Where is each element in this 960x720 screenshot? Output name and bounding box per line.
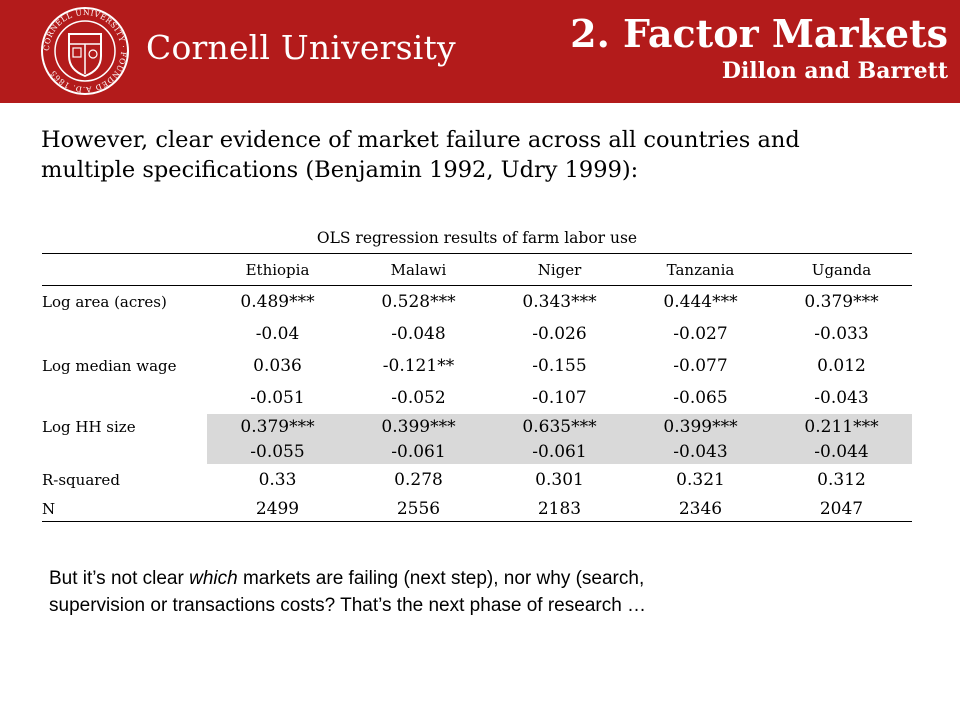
table-row-highlighted: [42, 439, 912, 464]
table-cell: -0.055: [207, 439, 348, 464]
row-label: N: [42, 496, 207, 522]
table-cell: 0.312: [817, 470, 866, 490]
closing-text: But it’s not clear: [49, 568, 190, 589]
table-cell: 0.33: [258, 470, 297, 490]
closing-paragraph: [49, 565, 919, 619]
slide-subtitle: Dillon and Barrett: [721, 58, 948, 84]
table-row: [42, 382, 912, 414]
row-label: [42, 318, 207, 350]
intro-line: multiple specifications (Benjamin 1992, Udry 1999):: [41, 157, 639, 183]
table-row: [42, 496, 912, 522]
row-label: [42, 382, 207, 414]
table-row: [42, 464, 912, 496]
table-row: [42, 350, 912, 382]
table-cell: -0.04: [255, 324, 300, 344]
column-header: Uganda: [771, 254, 912, 286]
table-cell: 0.211***: [771, 414, 912, 439]
row-label: [42, 439, 207, 464]
cornell-seal-logo: [40, 6, 130, 96]
table-cell: 0.343***: [522, 292, 597, 312]
seal-text: CORNELL UNIVERSITY · FOUNDED A.D. 1865: [41, 7, 129, 95]
column-header: Ethiopia: [207, 254, 348, 286]
column-header: Malawi: [348, 254, 489, 286]
table-cell: 0.301: [535, 470, 584, 490]
header-banner: [0, 0, 960, 103]
table-cell: -0.061: [489, 439, 630, 464]
table-cell: -0.026: [532, 324, 587, 344]
table-cell: 2047: [771, 496, 912, 522]
table-cell: 0.444***: [663, 292, 738, 312]
regression-table: [42, 253, 912, 522]
column-header: Niger: [489, 254, 630, 286]
column-header: Tanzania: [630, 254, 771, 286]
table-row: [42, 286, 912, 319]
table-cell: -0.065: [673, 388, 728, 408]
table-cell: 2556: [348, 496, 489, 522]
table-cell: 0.379***: [207, 414, 348, 439]
closing-text: markets are failing (next step), nor why (search,: [237, 568, 645, 589]
table-cell: -0.052: [391, 388, 446, 408]
table-row: [42, 318, 912, 350]
table-cell: -0.051: [250, 388, 305, 408]
table-cell: -0.107: [532, 388, 587, 408]
table-cell: -0.061: [348, 439, 489, 464]
table-cell: 0.278: [394, 470, 443, 490]
closing-line: [49, 565, 919, 592]
header-cell-blank: [42, 254, 207, 286]
table-cell: 0.528***: [381, 292, 456, 312]
table-cell: 2346: [630, 496, 771, 522]
row-label: Log HH size: [42, 417, 136, 436]
table-caption: OLS regression results of farm labor use: [316, 229, 638, 247]
closing-emphasis: which: [189, 568, 238, 589]
table-cell: 0.321: [676, 470, 725, 490]
table-cell: 0.489***: [240, 292, 315, 312]
table-cell: -0.027: [673, 324, 728, 344]
table-cell: 0.635***: [489, 414, 630, 439]
table-row-highlighted: [42, 414, 912, 439]
table-cell: 2499: [207, 496, 348, 522]
table-cell: -0.044: [771, 439, 912, 464]
university-name: Cornell University: [146, 28, 456, 67]
table-cell: -0.048: [391, 324, 446, 344]
table-cell: -0.043: [814, 388, 869, 408]
table-header-row: [42, 254, 912, 286]
table-cell: 0.399***: [630, 414, 771, 439]
row-label: Log area (acres): [42, 293, 167, 311]
slide-title: 2. Factor Markets: [570, 11, 948, 56]
table-cell: -0.155: [532, 356, 587, 376]
table-cell: -0.077: [673, 356, 728, 376]
intro-paragraph: [41, 125, 921, 185]
table-cell: -0.043: [630, 439, 771, 464]
intro-line: However, clear evidence of market failure across all countries and: [41, 127, 800, 153]
table-cell: 0.399***: [348, 414, 489, 439]
row-label: Log median wage: [42, 357, 177, 375]
table-cell: -0.033: [814, 324, 869, 344]
row-label: R-squared: [42, 471, 120, 489]
table-cell: 2183: [489, 496, 630, 522]
table-cell: -0.121**: [382, 356, 455, 376]
table-cell: 0.012: [817, 356, 866, 376]
table-cell: 0.036: [253, 356, 302, 376]
table-cell: 0.379***: [804, 292, 879, 312]
closing-line: supervision or transactions costs? That’s the next phase of research …: [49, 595, 647, 616]
